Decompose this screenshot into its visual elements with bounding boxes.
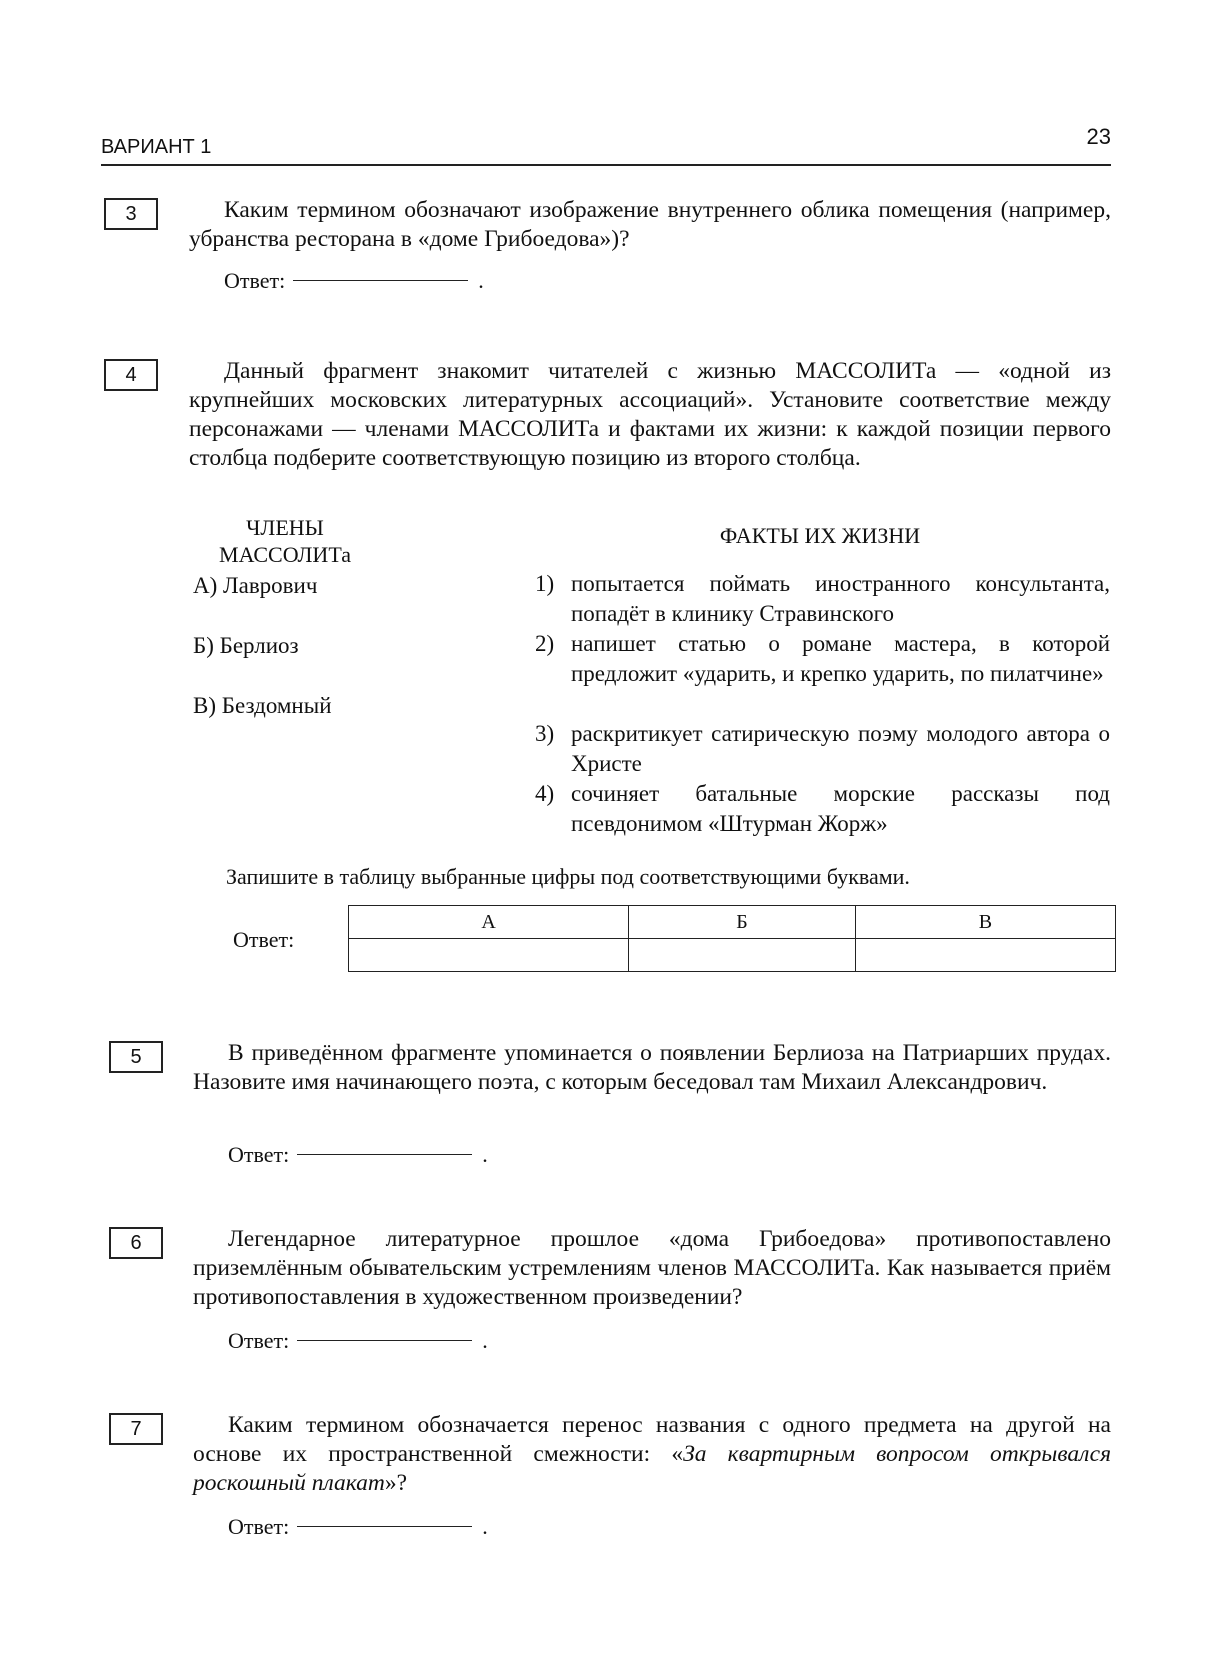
answer-cell-v[interactable] (855, 939, 1115, 972)
task-text: Данный фрагмент знакомит читателей с жизнью МАССОЛИТа — «одной из крупнейших московских литературных ассоциаций». Установите соответствие между персонажами — членами МАССОЛИТа и фактами их жизни: к каждой позиции первого столбца подберите соответствующую позицию из второго столбца. (189, 358, 1111, 471)
answer-cell-a[interactable] (349, 939, 629, 972)
answer-label: Ответ: (224, 268, 286, 293)
right-column-header: ФАКТЫ ИХ ЖИЗНИ (719, 523, 921, 548)
left-column-header (200, 514, 370, 568)
item-number: 4) (535, 781, 555, 806)
task-number-box: 5 (109, 1041, 163, 1073)
answer-label: Ответ: (233, 927, 295, 952)
task-text-quote: За квартирным вопросом открывался роскошный плакат (193, 1441, 1112, 1496)
item-number: 2) (535, 631, 555, 656)
item-text: сочиняет батальные морские рассказы под псевдонимом «Штурман Жорж» (571, 781, 1110, 836)
right-item-4 (535, 779, 1110, 839)
task-text-plain: Каким термином обозначается перенос названия с одного предмета на другой на основе их пространственной смежности: « (193, 1412, 1111, 1467)
item-number: 3) (535, 721, 555, 746)
answer-line: Ответ: . (228, 1514, 488, 1539)
variant-label: ВАРИАНТ 1 (101, 136, 212, 158)
task-text-end: »? (384, 1470, 408, 1496)
page-header (101, 124, 1111, 166)
task-number-box: 3 (104, 198, 158, 230)
task-text: Каким термином обозначают изображение внутреннего облика помещения (например, убранства ресторана в «доме Грибоедова»)? (189, 197, 1111, 252)
task-number-box: 6 (109, 1227, 163, 1259)
left-header-line-1: ЧЛЕНЫ (246, 515, 324, 540)
table-header-v: В (855, 906, 1115, 939)
table-header-a: А (349, 906, 629, 939)
answer-table (348, 905, 1116, 972)
answer-blank[interactable] (297, 1154, 472, 1155)
answer-blank[interactable] (297, 1526, 472, 1527)
answer-line: Ответ: . (228, 1328, 488, 1353)
left-item-a: А) Лаврович (193, 573, 318, 598)
answer-label: Ответ: (228, 1328, 290, 1353)
item-text: напишет статью о романе мастера, в которой предложит «ударить, и крепко ударить, по пилатчине» (571, 631, 1110, 686)
answer-label: Ответ: (228, 1142, 290, 1167)
left-item-v: В) Бездомный (193, 693, 332, 718)
left-header-line-2: МАССОЛИТа (219, 542, 351, 567)
page-number: 23 (1086, 124, 1111, 149)
table-instruction: Запишите в таблицу выбранные цифры под соответствующими буквами. (226, 864, 910, 889)
task-number-box: 4 (104, 359, 158, 391)
answer-line: Ответ: . (224, 268, 484, 293)
item-number: 1) (535, 571, 555, 596)
left-item-b: Б) Берлиоз (193, 633, 299, 658)
task-text: В приведённом фрагменте упоминается о появлении Берлиоза на Патриарших прудах. Назовите имя начинающего поэта, с которым беседовал там Михаил Александрович. (193, 1040, 1111, 1095)
task-number-box: 7 (109, 1413, 163, 1445)
right-item-2 (535, 629, 1110, 689)
task-text (193, 1411, 1111, 1498)
table-header-b: Б (629, 906, 855, 939)
right-item-1 (535, 569, 1110, 629)
answer-blank[interactable] (297, 1340, 472, 1341)
task-text: Легендарное литературное прошлое «дома Грибоедова» противопоставлено приземлённым обывательским устремлениям членов МАССОЛИТа. Как называется приём противопоставления в художественном произведении? (193, 1226, 1111, 1310)
item-text: попытается поймать иностранного консультанта, попадёт в клинику Стравинского (571, 571, 1110, 626)
right-item-3 (535, 719, 1110, 779)
item-text: раскритикует сатирическую поэму молодого автора о Христе (571, 721, 1110, 776)
answer-cell-b[interactable] (629, 939, 855, 972)
answer-blank[interactable] (293, 280, 468, 281)
answer-line: Ответ: . (228, 1142, 488, 1167)
answer-label: Ответ: (228, 1514, 290, 1539)
